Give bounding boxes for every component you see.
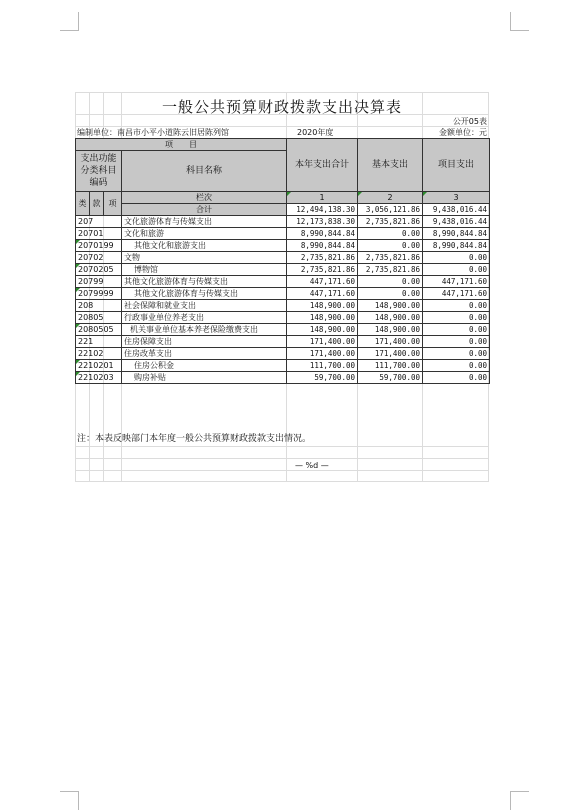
row-project: 8,990,844.84 <box>423 240 490 252</box>
crop-mark-top-right <box>510 12 529 31</box>
function-code-header: 支出功能分类科目编码 <box>76 151 122 192</box>
row-code: 207 <box>76 216 122 228</box>
row-basic: 2,735,821.86 <box>358 264 423 276</box>
project-column-header: 项目支出 <box>423 139 490 192</box>
table-row <box>76 288 490 300</box>
crop-mark-bottom-right <box>510 791 529 810</box>
row-name: 住房改革支出 <box>122 348 287 360</box>
row-code: 2210203 <box>76 372 122 384</box>
row-code: 2070199 <box>76 240 122 252</box>
row-code: 2070205 <box>76 264 122 276</box>
page-title: 一般公共预算财政拨款支出决算表 <box>161 98 402 116</box>
table-row <box>76 216 490 228</box>
row-project: 447,171.60 <box>423 276 490 288</box>
row-total: 148,900.00 <box>287 324 358 336</box>
row-basic: 171,400.00 <box>358 348 423 360</box>
row-basic: 148,900.00 <box>358 300 423 312</box>
row-name: 住房保障支出 <box>122 336 287 348</box>
column-index-2: 2 <box>358 192 423 204</box>
row-total: 148,900.00 <box>287 312 358 324</box>
row-basic: 59,700.00 <box>358 372 423 384</box>
column-index-1: 1 <box>287 192 358 204</box>
table-row <box>76 348 490 360</box>
row-name: 行政事业单位养老支出 <box>122 312 287 324</box>
expenditure-table <box>75 138 490 384</box>
row-name: 购房补贴 <box>122 372 287 384</box>
row-total: 8,990,844.84 <box>287 228 358 240</box>
row-basic: 2,735,821.86 <box>358 252 423 264</box>
row-project: 0.00 <box>423 264 490 276</box>
table-row <box>76 324 490 336</box>
total-column-header: 本年支出合计 <box>287 139 358 192</box>
sum-basic: 3,056,121.86 <box>358 204 423 216</box>
compiling-unit: 编制单位：南昌市小平小道陈云旧居陈列馆 <box>77 128 229 137</box>
row-project: 8,990,844.84 <box>423 228 490 240</box>
row-project: 0.00 <box>423 348 490 360</box>
table-row <box>76 372 490 384</box>
row-project: 9,438,016.44 <box>423 216 490 228</box>
row-name: 博物馆 <box>122 264 287 276</box>
row-total: 12,173,838.30 <box>287 216 358 228</box>
sum-total: 12,494,138.30 <box>287 204 358 216</box>
row-name: 社会保障和就业支出 <box>122 300 287 312</box>
row-total: 447,171.60 <box>287 276 358 288</box>
row-code: 221 <box>76 336 122 348</box>
row-code: 22102 <box>76 348 122 360</box>
table-row <box>76 264 490 276</box>
row-code: 20805 <box>76 312 122 324</box>
footnote: 注：本表反映部门本年度一般公共预算财政拨款支出情况。 <box>77 434 312 444</box>
table-row <box>76 300 490 312</box>
subject-name-header: 科目名称 <box>122 151 287 192</box>
sum-label: 合计 <box>122 204 287 216</box>
row-total: 111,700.00 <box>287 360 358 372</box>
section-header: 款 <box>90 192 104 216</box>
form-number: 公开05表 <box>452 117 487 126</box>
row-project: 0.00 <box>423 336 490 348</box>
row-code: 2210201 <box>76 360 122 372</box>
row-project: 0.00 <box>423 360 490 372</box>
row-total: 171,400.00 <box>287 348 358 360</box>
row-basic: 0.00 <box>358 228 423 240</box>
table-row <box>76 312 490 324</box>
row-name: 文物 <box>122 252 287 264</box>
basic-column-header: 基本支出 <box>358 139 423 192</box>
row-total: 148,900.00 <box>287 300 358 312</box>
row-code: 2080505 <box>76 324 122 336</box>
row-basic: 0.00 <box>358 276 423 288</box>
row-name: 其他文化和旅游支出 <box>122 240 287 252</box>
row-code: 2079999 <box>76 288 122 300</box>
crop-mark-bottom-left <box>60 791 79 810</box>
table-row <box>76 360 490 372</box>
row-basic: 148,900.00 <box>358 312 423 324</box>
row-project: 447,171.60 <box>423 288 490 300</box>
page-number: — %d — <box>295 461 329 470</box>
table-row <box>76 336 490 348</box>
row-project: 0.00 <box>423 252 490 264</box>
row-basic: 111,700.00 <box>358 360 423 372</box>
row-total: 59,700.00 <box>287 372 358 384</box>
table-row <box>76 276 490 288</box>
column-index-3: 3 <box>423 192 490 204</box>
row-total: 2,735,821.86 <box>287 264 358 276</box>
row-code: 20702 <box>76 252 122 264</box>
row-basic: 0.00 <box>358 240 423 252</box>
table-row <box>76 252 490 264</box>
row-project: 0.00 <box>423 300 490 312</box>
crop-mark-top-left <box>60 12 79 31</box>
row-basic: 171,400.00 <box>358 336 423 348</box>
row-name: 其他文化旅游体育与传媒支出 <box>122 276 287 288</box>
item-header: 项 <box>104 192 122 216</box>
row-name: 其他文化旅游体育与传媒支出 <box>122 288 287 300</box>
row-code: 20701 <box>76 228 122 240</box>
sum-project: 9,438,016.44 <box>423 204 490 216</box>
row-total: 447,171.60 <box>287 288 358 300</box>
column-index-label: 栏次 <box>122 192 287 204</box>
row-name: 文化和旅游 <box>122 228 287 240</box>
amount-unit: 金额单位：元 <box>439 128 487 137</box>
project-header: 项 目 <box>76 139 287 151</box>
row-name: 文化旅游体育与传媒支出 <box>122 216 287 228</box>
spreadsheet-page <box>75 92 489 482</box>
row-project: 0.00 <box>423 324 490 336</box>
row-basic: 0.00 <box>358 288 423 300</box>
table-row <box>76 240 490 252</box>
row-total: 8,990,844.84 <box>287 240 358 252</box>
fiscal-year: 2020年度 <box>297 128 334 137</box>
row-code: 208 <box>76 300 122 312</box>
row-project: 0.00 <box>423 372 490 384</box>
row-project: 0.00 <box>423 312 490 324</box>
table-row <box>76 228 490 240</box>
row-total: 171,400.00 <box>287 336 358 348</box>
kind-header: 类 <box>76 192 90 216</box>
row-total: 2,735,821.86 <box>287 252 358 264</box>
row-basic: 148,900.00 <box>358 324 423 336</box>
row-name: 住房公积金 <box>122 360 287 372</box>
row-name: 机关事业单位基本养老保险缴费支出 <box>122 324 287 336</box>
row-basic: 2,735,821.86 <box>358 216 423 228</box>
row-code: 20799 <box>76 276 122 288</box>
